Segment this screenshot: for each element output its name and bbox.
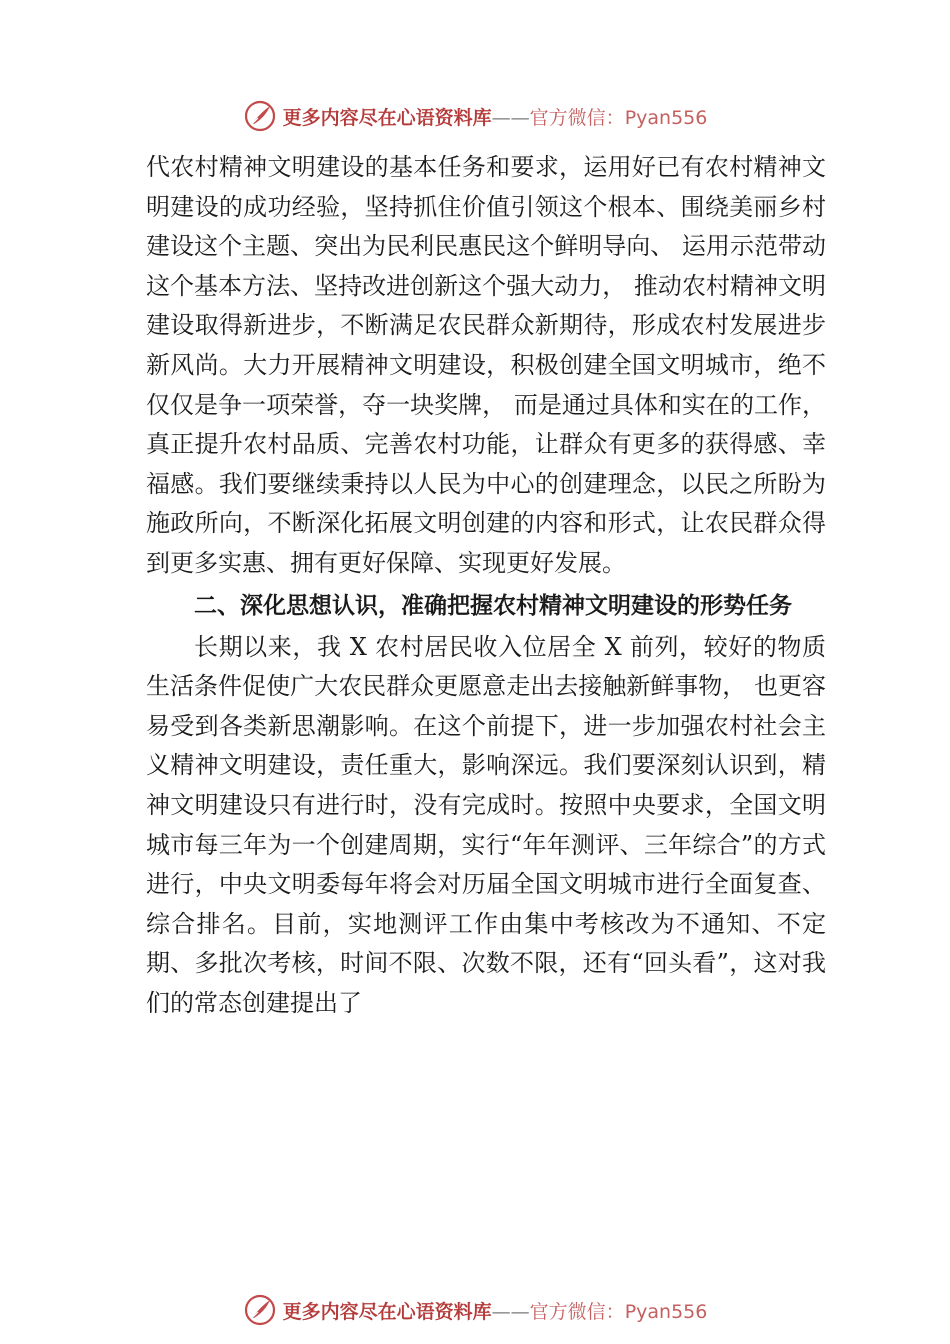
- footer-watermark-banner: [0, 1290, 950, 1330]
- quill-pen-logo-icon: [243, 1293, 277, 1327]
- body-paragraph-1: 代农村精神文明建设的基本任务和要求，运用好已有农村精神文明建设的成功经验，坚持抓住价值引领这个根本、围绕美丽乡村建设这个主题、突出为民利民惠民这个鲜明导向、 运用示范带动这个基本方法、坚持改进创新这个强大动力， 推动农村精神文明建设取得新进步，不断满足农民群众新期待，形成农村发展进步新风尚。大力开展精神文明建设，积极创建全国文明城市，绝不仅仅是争一项荣誉，夺一块奖牌， 而是通过具体和实在的工作，真正提升农村品质、完善农村功能，让群众有更多的获得感、幸福感。我们要继续秉持以人民为中心的创建理念，以民之所盼为施政所向，不断深化拓展文明创建的内容和形式，让农民群众得到更多实惠、拥有更好保障、实现更好发展。: [146, 153, 826, 577]
- section-heading-2: 二、深化思想认识，准确把握农村精神文明建设的形势任务: [194, 592, 792, 619]
- header-watermark-banner: [0, 96, 950, 136]
- body-paragraph-2: 长期以来，我 X 农村居民收入位居全 X 前列，较好的物质生活条件促使广大农民群众更愿意走出去接触新鲜事物， 也更容易受到各类新思潮影响。在这个前提下，进一步加强农村社会主义精神文明建设，责任重大，影响深远。我们要深刻认识到，精神文明建设只有进行时，没有完成时。按照中央要求，全国文明城市每三年为一个创建周期，实行“年年测评、三年综合”的方式进行，中央文明委每年将会对历届全国文明城市进行全面复查、综合排名。目前，实地测评工作由集中考核改为不通知、不定期、多批次考核，时间不限、次数不限，还有“回头看”，这对我们的常态创建提出了: [146, 632, 826, 1017]
- banner-text: 更多内容尽在心语资料库——官方微信：Pyan556: [282, 106, 708, 129]
- banner-text: 更多内容尽在心语资料库——官方微信：Pyan556: [282, 1300, 708, 1323]
- quill-pen-logo-icon: [243, 99, 277, 133]
- document-body: [146, 148, 826, 1023]
